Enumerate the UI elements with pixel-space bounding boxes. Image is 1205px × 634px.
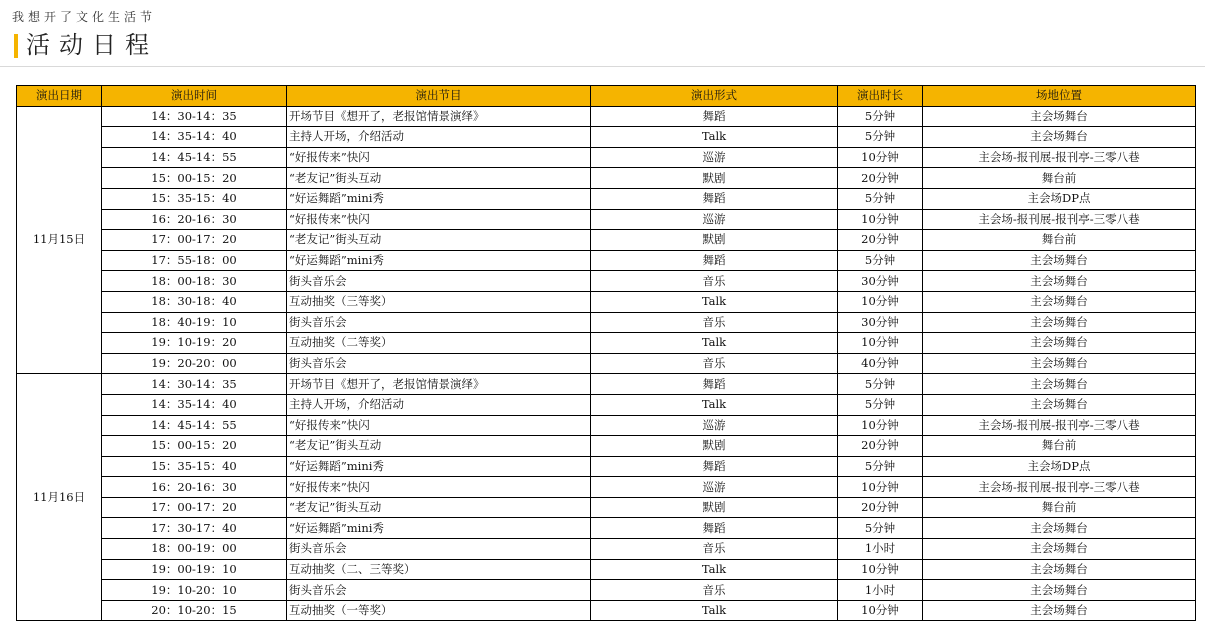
- venue-cell: 主会场舞台: [923, 394, 1196, 415]
- form-cell: 默剧: [591, 436, 838, 457]
- form-cell: Talk: [591, 291, 838, 312]
- table-row: [17, 168, 1196, 189]
- duration-cell: 10分钟: [838, 600, 923, 621]
- program-cell: “好运舞蹈”mini秀: [287, 250, 591, 271]
- table-row: [17, 477, 1196, 498]
- program-cell: 街头音乐会: [287, 312, 591, 333]
- program-cell: “好运舞蹈”mini秀: [287, 188, 591, 209]
- venue-cell: 主会场舞台: [923, 291, 1196, 312]
- venue-cell: 主会场舞台: [923, 539, 1196, 560]
- duration-cell: 30分钟: [838, 312, 923, 333]
- program-cell: “老友记”街头互动: [287, 436, 591, 457]
- header-divider: [0, 66, 1205, 67]
- table-row: [17, 559, 1196, 580]
- time-cell: 15：00-15：20: [102, 168, 287, 189]
- table-row: [17, 353, 1196, 374]
- form-cell: 默剧: [591, 230, 838, 251]
- program-cell: 互动抽奖（二等奖）: [287, 333, 591, 354]
- venue-cell: 主会场-报刊展-报刊亭-三零八巷: [923, 147, 1196, 168]
- column-header-venue: 场地位置: [923, 86, 1196, 107]
- form-cell: 巡游: [591, 209, 838, 230]
- duration-cell: 5分钟: [838, 374, 923, 395]
- time-cell: 17：30-17：40: [102, 518, 287, 539]
- form-cell: 默剧: [591, 497, 838, 518]
- column-header-time: 演出时间: [102, 86, 287, 107]
- duration-cell: 20分钟: [838, 436, 923, 457]
- venue-cell: 主会场舞台: [923, 518, 1196, 539]
- page-subtitle: 我想开了文化生活节: [12, 10, 157, 24]
- time-cell: 19：10-20：10: [102, 580, 287, 601]
- duration-cell: 10分钟: [838, 147, 923, 168]
- program-cell: 街头音乐会: [287, 271, 591, 292]
- program-cell: 互动抽奖（一等奖）: [287, 600, 591, 621]
- table-row: [17, 230, 1196, 251]
- venue-cell: 主会场DP点: [923, 456, 1196, 477]
- table-row: [17, 312, 1196, 333]
- form-cell: 音乐: [591, 580, 838, 601]
- form-cell: 舞蹈: [591, 456, 838, 477]
- program-cell: 开场节目《想开了，老报馆情景演绎》: [287, 374, 591, 395]
- time-cell: 14：45-14：55: [102, 415, 287, 436]
- venue-cell: 舞台前: [923, 168, 1196, 189]
- form-cell: 音乐: [591, 353, 838, 374]
- duration-cell: 5分钟: [838, 127, 923, 148]
- form-cell: Talk: [591, 127, 838, 148]
- duration-cell: 30分钟: [838, 271, 923, 292]
- form-cell: 默剧: [591, 168, 838, 189]
- table-row: [17, 209, 1196, 230]
- venue-cell: 主会场舞台: [923, 374, 1196, 395]
- column-header-date: 演出日期: [17, 86, 102, 107]
- time-cell: 18：40-19：10: [102, 312, 287, 333]
- table-row: [17, 394, 1196, 415]
- time-cell: 14：35-14：40: [102, 394, 287, 415]
- duration-cell: 20分钟: [838, 497, 923, 518]
- duration-cell: 5分钟: [838, 250, 923, 271]
- table-row: [17, 415, 1196, 436]
- time-cell: 18：00-18：30: [102, 271, 287, 292]
- venue-cell: 舞台前: [923, 436, 1196, 457]
- venue-cell: 主会场舞台: [923, 312, 1196, 333]
- duration-cell: 20分钟: [838, 168, 923, 189]
- date-cell: 11月16日: [17, 374, 102, 621]
- time-cell: 17：00-17：20: [102, 230, 287, 251]
- program-cell: 街头音乐会: [287, 353, 591, 374]
- time-cell: 14：30-14：35: [102, 374, 287, 395]
- program-cell: 开场节目《想开了，老报馆情景演绎》: [287, 106, 591, 127]
- page-title: 活动日程: [26, 31, 158, 59]
- program-cell: “老友记”街头互动: [287, 168, 591, 189]
- form-cell: 音乐: [591, 271, 838, 292]
- duration-cell: 5分钟: [838, 394, 923, 415]
- venue-cell: 主会场舞台: [923, 580, 1196, 601]
- form-cell: 舞蹈: [591, 106, 838, 127]
- time-cell: 14：35-14：40: [102, 127, 287, 148]
- table-row: [17, 271, 1196, 292]
- time-cell: 18：30-18：40: [102, 291, 287, 312]
- time-cell: 14：45-14：55: [102, 147, 287, 168]
- form-cell: 巡游: [591, 415, 838, 436]
- time-cell: 14：30-14：35: [102, 106, 287, 127]
- column-header-duration: 演出时长: [838, 86, 923, 107]
- table-row: [17, 518, 1196, 539]
- table-row: [17, 127, 1196, 148]
- program-cell: “好报传来”快闪: [287, 147, 591, 168]
- form-cell: 音乐: [591, 312, 838, 333]
- form-cell: 舞蹈: [591, 518, 838, 539]
- program-cell: 互动抽奖（三等奖）: [287, 291, 591, 312]
- duration-cell: 10分钟: [838, 559, 923, 580]
- form-cell: 舞蹈: [591, 250, 838, 271]
- time-cell: 18：00-19：00: [102, 539, 287, 560]
- program-cell: 互动抽奖（二、三等奖）: [287, 559, 591, 580]
- form-cell: Talk: [591, 333, 838, 354]
- program-cell: “好报传来”快闪: [287, 477, 591, 498]
- time-cell: 19：00-19：10: [102, 559, 287, 580]
- venue-cell: 主会场舞台: [923, 600, 1196, 621]
- form-cell: 舞蹈: [591, 188, 838, 209]
- duration-cell: 10分钟: [838, 415, 923, 436]
- duration-cell: 10分钟: [838, 477, 923, 498]
- table-row: [17, 333, 1196, 354]
- program-cell: “好报传来”快闪: [287, 209, 591, 230]
- venue-cell: 主会场-报刊展-报刊亭-三零八巷: [923, 415, 1196, 436]
- venue-cell: 主会场-报刊展-报刊亭-三零八巷: [923, 209, 1196, 230]
- time-cell: 16：20-16：30: [102, 209, 287, 230]
- duration-cell: 10分钟: [838, 291, 923, 312]
- date-cell: 11月15日: [17, 106, 102, 374]
- duration-cell: 20分钟: [838, 230, 923, 251]
- program-cell: “好运舞蹈”mini秀: [287, 456, 591, 477]
- form-cell: Talk: [591, 559, 838, 580]
- table-row: [17, 106, 1196, 127]
- duration-cell: 10分钟: [838, 209, 923, 230]
- venue-cell: 主会场舞台: [923, 250, 1196, 271]
- venue-cell: 主会场舞台: [923, 559, 1196, 580]
- table-row: [17, 147, 1196, 168]
- table-row: [17, 291, 1196, 312]
- form-cell: 舞蹈: [591, 374, 838, 395]
- program-cell: “老友记”街头互动: [287, 497, 591, 518]
- venue-cell: 主会场舞台: [923, 271, 1196, 292]
- duration-cell: 40分钟: [838, 353, 923, 374]
- duration-cell: 5分钟: [838, 188, 923, 209]
- program-cell: “老友记”街头互动: [287, 230, 591, 251]
- duration-cell: 5分钟: [838, 456, 923, 477]
- time-cell: 15：35-15：40: [102, 456, 287, 477]
- venue-cell: 主会场舞台: [923, 106, 1196, 127]
- time-cell: 16：20-16：30: [102, 477, 287, 498]
- time-cell: 19：10-19：20: [102, 333, 287, 354]
- time-cell: 19：20-20：00: [102, 353, 287, 374]
- duration-cell: 1小时: [838, 539, 923, 560]
- table-row: [17, 188, 1196, 209]
- venue-cell: 主会场舞台: [923, 353, 1196, 374]
- duration-cell: 10分钟: [838, 333, 923, 354]
- program-cell: 主持人开场，介绍活动: [287, 394, 591, 415]
- form-cell: 音乐: [591, 539, 838, 560]
- table-row: [17, 456, 1196, 477]
- venue-cell: 舞台前: [923, 230, 1196, 251]
- program-cell: “好运舞蹈”mini秀: [287, 518, 591, 539]
- table-row: [17, 600, 1196, 621]
- table-row: [17, 374, 1196, 395]
- title-accent-bar: [14, 34, 18, 58]
- time-cell: 17：55-18：00: [102, 250, 287, 271]
- duration-cell: 1小时: [838, 580, 923, 601]
- duration-cell: 5分钟: [838, 106, 923, 127]
- venue-cell: 主会场DP点: [923, 188, 1196, 209]
- venue-cell: 主会场舞台: [923, 127, 1196, 148]
- program-cell: 街头音乐会: [287, 539, 591, 560]
- table-row: [17, 250, 1196, 271]
- form-cell: Talk: [591, 394, 838, 415]
- table-header-row: [17, 86, 1196, 107]
- table-row: [17, 580, 1196, 601]
- table-row: [17, 497, 1196, 518]
- time-cell: 15：35-15：40: [102, 188, 287, 209]
- schedule-table: [16, 85, 1196, 621]
- venue-cell: 舞台前: [923, 497, 1196, 518]
- time-cell: 17：00-17：20: [102, 497, 287, 518]
- form-cell: Talk: [591, 600, 838, 621]
- time-cell: 15：00-15：20: [102, 436, 287, 457]
- column-header-program: 演出节目: [287, 86, 591, 107]
- table-row: [17, 436, 1196, 457]
- form-cell: 巡游: [591, 147, 838, 168]
- time-cell: 20：10-20：15: [102, 600, 287, 621]
- program-cell: “好报传来”快闪: [287, 415, 591, 436]
- program-cell: 主持人开场，介绍活动: [287, 127, 591, 148]
- program-cell: 街头音乐会: [287, 580, 591, 601]
- form-cell: 巡游: [591, 477, 838, 498]
- venue-cell: 主会场-报刊展-报刊亭-三零八巷: [923, 477, 1196, 498]
- column-header-form: 演出形式: [591, 86, 838, 107]
- venue-cell: 主会场舞台: [923, 333, 1196, 354]
- schedule-body: [17, 106, 1196, 621]
- duration-cell: 5分钟: [838, 518, 923, 539]
- table-row: [17, 539, 1196, 560]
